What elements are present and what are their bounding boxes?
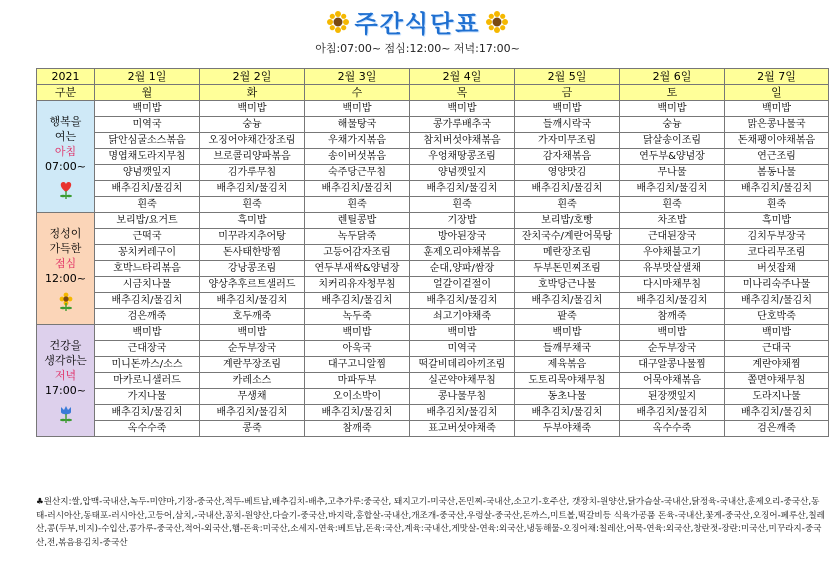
menu-cell: 배추김치/물김치	[725, 293, 829, 309]
date-cell: 2월 7일	[725, 69, 829, 85]
menu-cell: 어묵야채볶음	[620, 373, 725, 389]
menu-cell: 카레소스	[200, 373, 305, 389]
dinner-row	[37, 325, 829, 341]
menu-cell: 배추김치/물김치	[410, 181, 515, 197]
menu-cell: 배추김치/물김치	[410, 293, 515, 309]
date-cell: 2월 3일	[305, 69, 410, 85]
menu-cell: 돈사태한방찜	[200, 245, 305, 261]
menu-cell: 백미밥	[725, 101, 829, 117]
menu-cell: 흑미밥	[725, 213, 829, 229]
menu-cell: 순대,양파/쌈장	[410, 261, 515, 277]
meal-label-line: 건강을	[49, 338, 82, 352]
meal-label-line: 여는	[54, 129, 77, 143]
menu-cell: 우야채불고기	[620, 245, 725, 261]
menu-cell: 돈채팽이야채볶음	[725, 133, 829, 149]
menu-cell: 잔치국수/계란어묵탕	[515, 229, 620, 245]
meal-times: 아침:07:00~ 점심:12:00~ 저녁:17:00~	[315, 42, 520, 55]
menu-cell: 제육볶음	[515, 357, 620, 373]
menu-cell: 해물탕국	[305, 117, 410, 133]
menu-cell: 연근조림	[725, 149, 829, 165]
menu-cell: 우엉채땅콩조림	[410, 149, 515, 165]
menu-cell: 흰죽	[515, 197, 620, 213]
title-area	[0, 4, 835, 39]
weekday-cell: 화	[200, 85, 305, 101]
breakfast-row	[37, 165, 829, 181]
menu-cell: 다시마채무침	[620, 277, 725, 293]
menu-cell: 흑미밥	[200, 213, 305, 229]
menu-cell: 마파두부	[305, 373, 410, 389]
menu-cell: 배추김치/물김치	[725, 181, 829, 197]
menu-cell: 계란야채찜	[725, 357, 829, 373]
menu-cell: 배추김치/물김치	[95, 293, 200, 309]
menu-cell: 대구알콩나물찜	[620, 357, 725, 373]
menu-cell: 기장밥	[410, 213, 515, 229]
menu-table	[36, 68, 829, 437]
menu-cell: 숭늉	[200, 117, 305, 133]
menu-cell: 배추김치/물김치	[200, 293, 305, 309]
menu-cell: 순두부장국	[200, 341, 305, 357]
sunflower-icon	[57, 292, 75, 312]
menu-cell: 닭살송이조림	[620, 133, 725, 149]
menu-cell: 옥수수죽	[620, 421, 725, 437]
menu-cell: 배추김치/물김치	[515, 293, 620, 309]
menu-cell: 명엽채도라지무침	[95, 149, 200, 165]
menu-cell: 배추김치/물김치	[95, 181, 200, 197]
lunch-label-cell	[37, 213, 95, 325]
menu-cell: 백미밥	[515, 101, 620, 117]
menu-cell: 대구고니알찜	[305, 357, 410, 373]
lunch-row	[37, 309, 829, 325]
date-cell: 2월 2일	[200, 69, 305, 85]
menu-cell: 무생채	[200, 389, 305, 405]
menu-cell: 가자미무조림	[515, 133, 620, 149]
menu-cell: 두부돈민찌조림	[515, 261, 620, 277]
menu-cell: 배추김치/물김치	[515, 181, 620, 197]
menu-cell: 배추김치/물김치	[725, 405, 829, 421]
menu-cell: 콩가루배추국	[410, 117, 515, 133]
sunflower-icon	[327, 11, 349, 33]
menu-cell: 오징어야채간장조림	[200, 133, 305, 149]
menu-cell: 흰죽	[620, 197, 725, 213]
menu-cell: 백미밥	[305, 101, 410, 117]
menu-cell: 백미밥	[95, 325, 200, 341]
menu-cell: 보리밥/호빵	[515, 213, 620, 229]
menu-cell: 배추김치/물김치	[620, 405, 725, 421]
menu-cell: 근대장국	[95, 341, 200, 357]
page-title: 주간식단표	[354, 10, 481, 38]
menu-cell: 김치두부장국	[725, 229, 829, 245]
menu-cell: 배추김치/물김치	[305, 405, 410, 421]
menu-cell: 고등어감자조림	[305, 245, 410, 261]
menu-cell: 백미밥	[305, 325, 410, 341]
menu-cell: 흰죽	[410, 197, 515, 213]
menu-cell: 백미밥	[515, 325, 620, 341]
lunch-row	[37, 213, 829, 229]
menu-cell: 연두부새싹&양념장	[305, 261, 410, 277]
menu-cell: 양념깻잎지	[410, 165, 515, 181]
menu-cell: 숭늉	[620, 117, 725, 133]
lunch-row	[37, 261, 829, 277]
dinner-label-cell	[37, 325, 95, 437]
date-cell: 2월 6일	[620, 69, 725, 85]
dinner-row	[37, 373, 829, 389]
gubun-cell: 구분	[37, 85, 95, 101]
weekday-cell: 일	[725, 85, 829, 101]
menu-cell: 아욱국	[305, 341, 410, 357]
menu-cell: 브로콜리양파볶음	[200, 149, 305, 165]
menu-cell: 치커리유자청무침	[305, 277, 410, 293]
menu-cell: 된장깻잎지	[620, 389, 725, 405]
menu-cell: 메란장조림	[515, 245, 620, 261]
menu-cell: 얼갈이겉절이	[410, 277, 515, 293]
menu-cell: 방아된장국	[410, 229, 515, 245]
weekday-cell: 목	[410, 85, 515, 101]
breakfast-row	[37, 133, 829, 149]
menu-cell: 연두부&양념장	[620, 149, 725, 165]
breakfast-row	[37, 101, 829, 117]
menu-cell: 배추김치/물김치	[410, 405, 515, 421]
menu-cell: 팥죽	[515, 309, 620, 325]
breakfast-row	[37, 197, 829, 213]
menu-cell: 배추김치/물김치	[620, 181, 725, 197]
date-cell: 2월 5일	[515, 69, 620, 85]
menu-cell: 흰죽	[725, 197, 829, 213]
menu-cell: 가지나물	[95, 389, 200, 405]
meal-label-line: 정성이	[49, 226, 82, 240]
menu-cell: 호두깨죽	[200, 309, 305, 325]
menu-cell: 양념깻잎지	[95, 165, 200, 181]
menu-cell: 표고버섯야채죽	[410, 421, 515, 437]
menu-cell: 백미밥	[725, 325, 829, 341]
menu-cell: 양상추후르트샐러드	[200, 277, 305, 293]
dinner-row	[37, 405, 829, 421]
menu-cell: 근떡국	[95, 229, 200, 245]
menu-cell: 근대된장국	[620, 229, 725, 245]
menu-cell: 호박당근나물	[515, 277, 620, 293]
menu-cell: 백미밥	[620, 325, 725, 341]
meal-label-line: 행복을	[49, 114, 82, 128]
menu-cell: 호박느타리볶음	[95, 261, 200, 277]
menu-cell: 미나리숙주나물	[725, 277, 829, 293]
lunch-row	[37, 229, 829, 245]
meal-time: 12:00~	[45, 271, 86, 285]
meal-name: 점심	[54, 256, 77, 270]
menu-cell: 마카로니샐러드	[95, 373, 200, 389]
menu-cell: 동초나물	[515, 389, 620, 405]
menu-cell: 계란무장조림	[200, 357, 305, 373]
menu-cell: 버섯잡채	[725, 261, 829, 277]
menu-cell: 보리밥/요거트	[95, 213, 200, 229]
menu-cell: 들깨시락국	[515, 117, 620, 133]
meal-name: 아침	[54, 144, 77, 158]
menu-cell: 닭안심굴소스볶음	[95, 133, 200, 149]
menu-cell: 참깨죽	[305, 421, 410, 437]
origin-note: ♣원산지:쌀,압맥-국내산,녹두-미얀마,기장-중국산,적두-베트남,배추김치-배추,고추가루:중국산, 돼지고기-미국산,돈민찌-국내산,소고기-호주산, 갯장치-원양산,닭가슴살-국내산,닭정육-국내산,훈제오리-중국산,동태-러시아산,동태포-러시아산,고등어,삼치,-국내산,꽁치-원양산,다슬기-중국산,바지락,홍합살-국내산,개조개-중국산,우렁살-중국산,돈까스,미트볼,떡갈비등 식육가공품 돈육-국내산,꽃게-중국산,오징어-페루산,칠레산,콩(두부,비지)-수입산,콩가루-중국산,적어-외국산,햄-돈육:미국산,소세지-연육:베트남,돈육:국산,계육:국내산,게맛살-연육:외국산,냉동해물-오징어채:칠레산,어묵-연육:외국산,창란젓-장란:미국산,미꾸라지-중국산,전,볶음용김치-중국산	[36, 497, 825, 548]
lunch-row	[37, 293, 829, 309]
menu-cell: 배추김치/물김치	[620, 293, 725, 309]
menu-cell: 단호박죽	[725, 309, 829, 325]
menu-cell: 미꾸라지추어탕	[200, 229, 305, 245]
menu-cell: 검은깨죽	[725, 421, 829, 437]
menu-cell: 숙주당근무침	[305, 165, 410, 181]
menu-cell: 맑은콩나물국	[725, 117, 829, 133]
menu-cell: 차조밥	[620, 213, 725, 229]
menu-cell: 유부맛살샐채	[620, 261, 725, 277]
dinner-row	[37, 421, 829, 437]
menu-cell: 백미밥	[200, 101, 305, 117]
menu-cell: 우채가지볶음	[305, 133, 410, 149]
menu-cell: 꽁치커레구이	[95, 245, 200, 261]
meal-label-line: 가득한	[49, 241, 82, 255]
menu-cell: 참깨죽	[620, 309, 725, 325]
menu-cell: 렌틸콩밥	[305, 213, 410, 229]
date-cell: 2월 4일	[410, 69, 515, 85]
menu-cell: 백미밥	[95, 101, 200, 117]
menu-cell: 백미밥	[200, 325, 305, 341]
menu-cell: 김가루무침	[200, 165, 305, 181]
meal-label-line: 생각하는	[44, 353, 87, 367]
menu-cell: 백미밥	[410, 101, 515, 117]
menu-cell: 송이버섯볶음	[305, 149, 410, 165]
menu-cell: 쫄면야채무침	[725, 373, 829, 389]
menu-cell: 백미밥	[620, 101, 725, 117]
menu-cell: 콩나물무침	[410, 389, 515, 405]
menu-cell: 백미밥	[410, 325, 515, 341]
lunch-row	[37, 245, 829, 261]
year-cell: 2021	[37, 69, 95, 85]
date-cell: 2월 1일	[95, 69, 200, 85]
lunch-row	[37, 277, 829, 293]
dinner-row	[37, 341, 829, 357]
breakfast-row	[37, 117, 829, 133]
menu-cell: 들깨무채국	[515, 341, 620, 357]
menu-cell: 순두부장국	[620, 341, 725, 357]
dinner-row	[37, 389, 829, 405]
meal-time: 07:00~	[45, 159, 86, 173]
weekday-row	[37, 85, 829, 101]
menu-cell: 콩죽	[200, 421, 305, 437]
menu-cell: 배추김치/물김치	[305, 181, 410, 197]
menu-cell: 코다리무조림	[725, 245, 829, 261]
menu-cell: 녹두죽	[305, 309, 410, 325]
heart-flower-icon	[57, 180, 75, 200]
dinner-row	[37, 357, 829, 373]
breakfast-row	[37, 149, 829, 165]
menu-cell: 옥수수죽	[95, 421, 200, 437]
tulip-icon	[57, 404, 75, 424]
weekday-cell: 금	[515, 85, 620, 101]
menu-cell: 미역국	[410, 341, 515, 357]
weekday-cell: 토	[620, 85, 725, 101]
menu-cell: 시금치나물	[95, 277, 200, 293]
menu-cell: 배추김치/물김치	[305, 293, 410, 309]
menu-cell: 참치버섯야채볶음	[410, 133, 515, 149]
meal-time: 17:00~	[45, 383, 86, 397]
menu-cell: 미니돈까스/소스	[95, 357, 200, 373]
weekday-cell: 수	[305, 85, 410, 101]
menu-cell: 강낭콩조림	[200, 261, 305, 277]
menu-cell: 훈제오리야채볶음	[410, 245, 515, 261]
menu-cell: 떡갈비데리아끼조림	[410, 357, 515, 373]
menu-cell: 흰죽	[95, 197, 200, 213]
menu-cell: 감자채볶음	[515, 149, 620, 165]
menu-cell: 흰죽	[200, 197, 305, 213]
menu-cell: 도토리묵야채무침	[515, 373, 620, 389]
meal-name: 저녁	[54, 368, 77, 382]
menu-cell: 오이소박이	[305, 389, 410, 405]
menu-cell: 배추김치/물김치	[515, 405, 620, 421]
breakfast-row	[37, 181, 829, 197]
menu-cell: 영양맛김	[515, 165, 620, 181]
menu-cell: 미역국	[95, 117, 200, 133]
menu-cell: 근대국	[725, 341, 829, 357]
menu-cell: 실곤약야채무침	[410, 373, 515, 389]
menu-cell: 배추김치/물김치	[200, 405, 305, 421]
menu-cell: 무나물	[620, 165, 725, 181]
menu-cell: 검은깨죽	[95, 309, 200, 325]
weekday-cell: 월	[95, 85, 200, 101]
breakfast-label-cell	[37, 101, 95, 213]
menu-cell: 두부야채죽	[515, 421, 620, 437]
date-row	[37, 69, 829, 85]
menu-cell: 봄동나물	[725, 165, 829, 181]
sunflower-icon	[486, 11, 508, 33]
menu-cell: 흰죽	[305, 197, 410, 213]
menu-cell: 녹두닭죽	[305, 229, 410, 245]
menu-cell: 배추김치/물김치	[200, 181, 305, 197]
menu-cell: 배추김치/물김치	[95, 405, 200, 421]
menu-cell: 도라지나물	[725, 389, 829, 405]
menu-cell: 쇠고기야채죽	[410, 309, 515, 325]
